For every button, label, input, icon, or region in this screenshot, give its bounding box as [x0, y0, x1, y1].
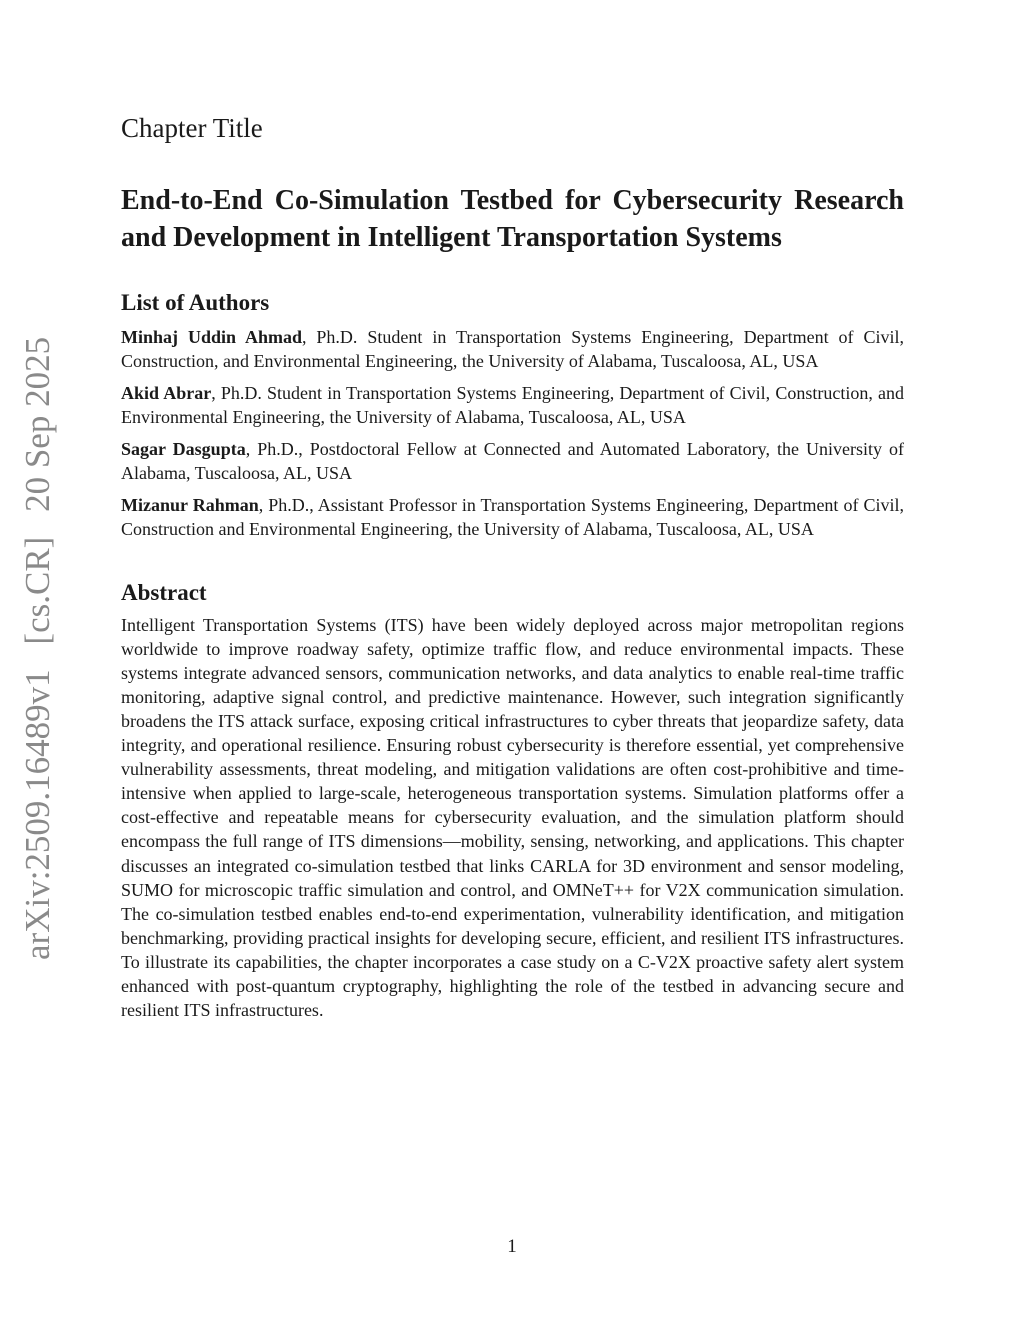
author-name: Minhaj Uddin Ahmad	[121, 326, 302, 347]
authors-heading: List of Authors	[121, 290, 270, 316]
author-affiliation: , Ph.D. Student in Transportation Systems Engineering, Department of Civil, Construction, and Environmental Engineering, the University of Alabama, Tuscaloosa, AL, USA	[121, 382, 904, 427]
author-name: Akid Abrar	[121, 382, 212, 403]
page-content	[121, 112, 904, 1022]
author-affiliation: , Ph.D., Postdoctoral Fellow at Connected and Automated Laboratory, the University of Alabama, Tuscaloosa, AL, USA	[121, 438, 904, 483]
arxiv-date: 20 Sep 2025	[18, 336, 57, 512]
abstract-heading: Abstract	[121, 579, 207, 605]
author-name: Mizanur Rahman	[121, 494, 259, 515]
page-number: 1	[507, 1236, 517, 1257]
author-entry	[121, 381, 904, 429]
author-affiliation: , Ph.D., Assistant Professor in Transportation Systems Engineering, Department of Civil, Construction and Environmental Engineering, the University of Alabama, Tuscaloosa, AL, USA	[121, 494, 904, 539]
chapter-label: Chapter Title	[121, 113, 263, 143]
chapter-title: End-to-End Co-Simulation Testbed for Cybersecurity Research and Development in Intelligent Transportation Systems	[121, 185, 904, 254]
arxiv-id: arXiv:2509.16489v1	[18, 669, 57, 960]
arxiv-category: [cs.CR]	[18, 536, 57, 645]
abstract-body: Intelligent Transportation Systems (ITS) have been widely deployed across major metropolitan regions worldwide to improve roadway safety, optimize traffic flow, and reduce environmental impacts. These systems integrate advanced sensors, communication networks, and data analytics to enable real-time traffic monitoring, adaptive signal control, and predictive maintenance. However, such integration significantly broadens the ITS attack surface, exposing critical infrastructures to cyber threats that jeopardize safety, data integrity, and operational resilience. Ensuring robust cybersecurity is therefore essential, yet comprehensive vulnerability assessments, threat modeling, and mitigation validations are often cost-prohibitive and time-intensive when applied to large-scale, heterogeneous transportation systems. Simulation platforms offer a cost-effective and repeatable means for cybersecurity evaluation, and the simulation platform should encompass the full range of ITS dimensions—mobility, sensing, networking, and applications. This chapter discusses an integrated co-simulation testbed that links CARLA for 3D environment and sensor modeling, SUMO for microscopic traffic simulation and control, and OMNeT++ for V2X communication simulation. The co-simulation testbed enables end-to-end experimentation, vulnerability identification, and mitigation benchmarking, providing practical insights for developing secure, efficient, and resilient ITS infrastructures. To illustrate its capabilities, the chapter incorporates a case study on a C-V2X proactive safety alert system enhanced with post-quantum cryptography, highlighting the role of the testbed in advancing secure and resilient ITS infrastructures.	[121, 614, 904, 1021]
arxiv-side-stamp	[8, 336, 68, 960]
author-affiliation: , Ph.D. Student in Transportation Systems Engineering, Department of Civil, Construction, and Environmental Engineering, the University of Alabama, Tuscaloosa, AL, USA	[121, 326, 904, 371]
author-entry	[121, 493, 904, 541]
author-entry	[121, 437, 904, 485]
author-entry	[121, 325, 904, 373]
author-name: Sagar Dasgupta	[121, 438, 246, 459]
